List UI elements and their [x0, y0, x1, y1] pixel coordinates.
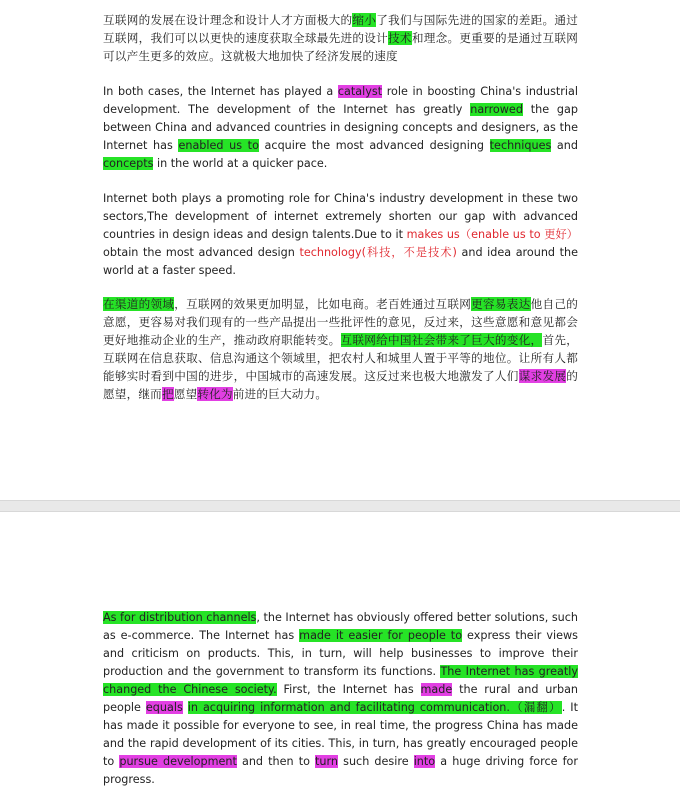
english-paragraph-2 — [103, 190, 578, 280]
green-highlight: 技术 — [388, 31, 412, 45]
text-run: ，互联网的效果更加明显，比如电商。老百姓通过互联网 — [174, 297, 472, 311]
chinese-paragraph-1 — [103, 11, 578, 65]
text-run: in the world at a quicker pace. — [153, 157, 328, 170]
text-run: such desire — [338, 755, 414, 768]
text-run: the gap between China and advanced countries in designing concepts and designers, as the Internet has — [103, 103, 578, 152]
text-run: and — [551, 139, 578, 152]
green-highlight: narrowed — [470, 103, 523, 116]
text-run: 的愿望，继而 — [103, 369, 578, 401]
text-run: and then to — [236, 755, 316, 768]
text-run: 和理念。更重要的是通过互联网可以产生更多的效应。这就极大地加快了经济发展的速度 — [103, 31, 578, 63]
green-highlight: techniques — [489, 139, 552, 152]
english-paragraph-1 — [103, 83, 578, 173]
text-run: a huge driving force for progress. — [103, 755, 578, 786]
text-run: and idea around the world at a faster speed. — [103, 246, 578, 277]
green-highlight: made it easier for people to — [299, 629, 463, 642]
green-highlight: As for distribution channels — [103, 611, 257, 624]
page-break — [0, 500, 680, 512]
magenta-highlight: into — [413, 755, 436, 768]
magenta-highlight: turn — [315, 755, 339, 768]
text-run: 愿望 — [173, 387, 198, 401]
text-run: In both cases, the Internet has played a — [103, 85, 338, 98]
document-page-2 — [0, 512, 680, 786]
green-highlight: 在渠道的领域 — [103, 297, 175, 311]
text-run: First, the Internet has — [276, 683, 421, 696]
magenta-highlight: made — [420, 683, 453, 696]
text-run: . It has made it possible for everyone to see, in real time, the progress China has made and the rapid development of its cities. This, in turn, has greatly encouraged people to — [103, 701, 578, 768]
green-highlight: 互联网给中国社会带来了巨大的变化， — [340, 333, 543, 347]
text-run: obtain the most advanced design — [103, 246, 300, 259]
green-highlight: concepts — [103, 157, 154, 170]
text-run: express their views and criticism on products. This, in turn, will help businesses to improve their production and the government to transform its functions. — [103, 629, 578, 678]
text-run: 他自己的意愿，更容易对我们现有的一些产品提出一些批评性的意见，反过来，这些意愿和意见都会更好地推动企业的生产，推动政府职能转变。 — [103, 297, 578, 347]
chinese-paragraph-2 — [103, 295, 578, 403]
magenta-highlight: 把 — [161, 387, 174, 401]
text-run: 互联网的发展在设计理念和设计人才方面极大的 — [103, 13, 353, 27]
magenta-highlight: catalyst — [337, 85, 383, 98]
english-paragraph-3 — [103, 609, 578, 789]
text-run: 首先，互联网在信息获取、信息沟通这个领域里，把农村人和城里人置于平等的地位。让所有人都能够实时看到中国的进步，中国城市的高速发展。这反过来也极大地激发了人们 — [103, 333, 578, 383]
magenta-highlight: 转化为 — [197, 387, 233, 401]
magenta-highlight: pursue development — [119, 755, 237, 768]
text-run: 了我们与国际先进的国家的差距。通过互联网，我们可以以更快的速度获取全球最先进的设计 — [103, 13, 579, 45]
text-run: Internet both plays a promoting role for China's industry development in these two sectors,The development of internet extremely shorten our gap with advanced countries in design ideas and design talents.Due to it — [103, 192, 578, 241]
text-run: , the Internet has obviously offered better solutions, such as e-commerce. The Internet has — [103, 611, 578, 642]
magenta-highlight: 谋求发展 — [518, 369, 567, 383]
red-annotation: makes us（enable us to 更好） — [406, 228, 578, 241]
red-annotation: technology(科技，不是技术) — [299, 246, 457, 259]
green-highlight: enabled us to — [178, 139, 259, 152]
text-run: role in boosting China's industrial development. The development of the Internet has greatly — [103, 85, 578, 116]
green-highlight: 缩小 — [352, 13, 377, 27]
text-run: acquire the most advanced designing — [258, 139, 490, 152]
green-highlight: The Internet has greatly changed the Chinese society. — [103, 665, 578, 696]
green-highlight: in acquiring information and facilitating communication.（漏翻） — [187, 701, 562, 714]
green-highlight: 更容易表达 — [471, 297, 531, 311]
text-run: 前进的巨大动力。 — [232, 387, 328, 401]
magenta-highlight: equals — [145, 701, 183, 714]
text-run: the rural and urban people — [103, 683, 579, 714]
